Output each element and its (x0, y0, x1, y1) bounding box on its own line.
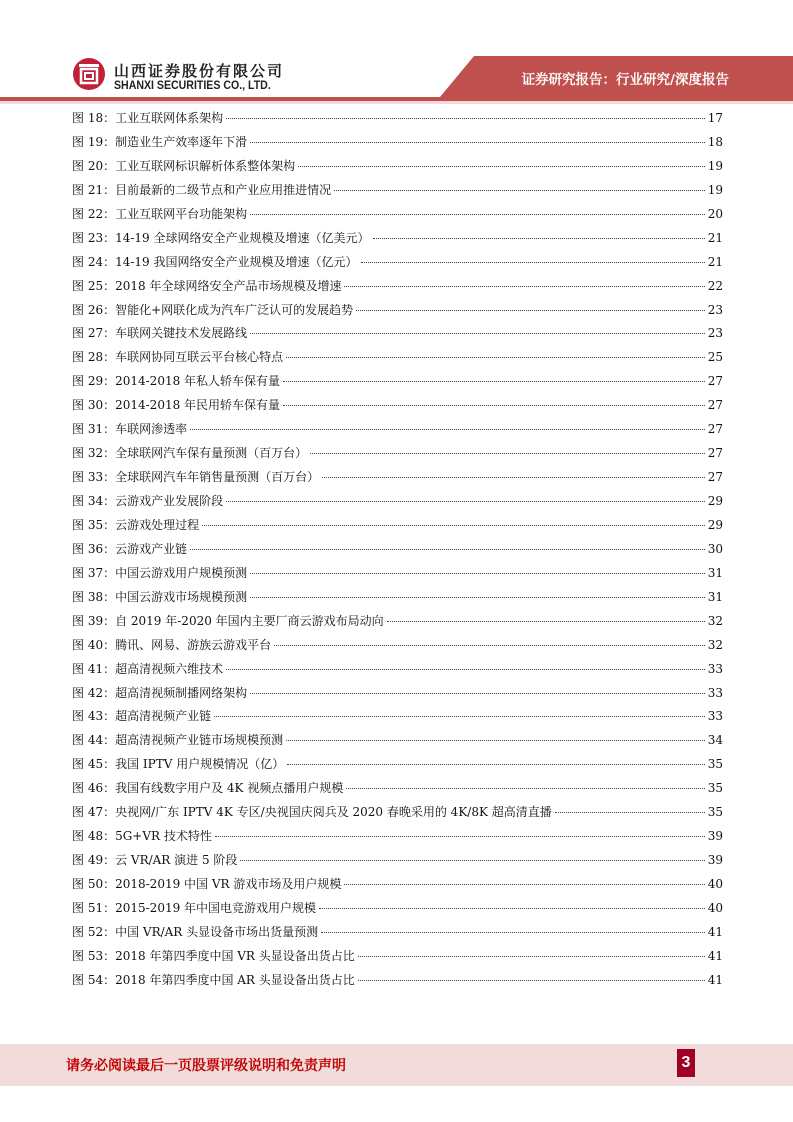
toc-entry-page: 29 (707, 494, 723, 508)
toc-entry[interactable] (72, 492, 723, 516)
toc-entry-page: 19 (707, 182, 723, 197)
toc-entry[interactable] (72, 372, 723, 396)
toc-entry-page: 17 (707, 111, 723, 125)
toc-entry[interactable] (72, 851, 723, 875)
toc-entry-label: 图 39：自 2019 年-2020 年国内主要厂商云游戏布局动向 (72, 613, 384, 628)
toc-entry[interactable] (72, 779, 723, 803)
toc-entry-page: 31 (707, 565, 723, 580)
toc-entry-page: 27 (707, 446, 723, 461)
toc-entry-page: 19 (707, 158, 723, 173)
leader-dots (322, 477, 705, 478)
toc-entry-label: 图 26：智能化+网联化成为汽车广泛认可的发展趋势 (72, 302, 354, 317)
company-name-en: SHANXI SECURITIES CO., LTD. (114, 80, 271, 92)
toc-entry[interactable] (72, 109, 723, 133)
toc-entry-page: 41 (707, 948, 723, 963)
toc-entry-label: 图 19：制造业生产效率逐年下滑 (72, 134, 248, 149)
toc-entry-label: 图 51：2015-2019 年中国电竞游戏用户规模 (72, 900, 317, 915)
toc-entry-page: 23 (707, 302, 723, 317)
toc-entry[interactable] (72, 564, 723, 588)
leader-dots (358, 956, 705, 957)
leader-dots (361, 262, 705, 263)
leader-dots (250, 573, 705, 574)
toc-entry-label: 图 29：2014-2018 年私人轿车保有量 (72, 374, 281, 389)
toc-entry-label: 图 38：中国云游戏市场规模预测 (72, 589, 248, 604)
toc-entry[interactable] (72, 947, 723, 971)
figure-list (72, 109, 723, 995)
toc-entry[interactable] (72, 660, 723, 684)
toc-entry[interactable] (72, 612, 723, 636)
toc-entry-page: 40 (707, 877, 723, 891)
toc-entry-page: 29 (707, 517, 723, 532)
toc-entry-label: 图 54：2018 年第四季度中国 AR 头显设备出货占比 (72, 972, 355, 987)
leader-dots (283, 381, 705, 382)
toc-entry-label: 图 37：中国云游戏用户规模预测 (72, 565, 248, 580)
toc-entry[interactable] (72, 396, 723, 420)
leader-dots (190, 429, 705, 430)
toc-entry-label: 图 41：超高清视频六维技术 (72, 661, 224, 676)
toc-entry-page: 32 (707, 637, 723, 652)
toc-entry-page: 25 (707, 350, 723, 365)
toc-entry-page: 34 (707, 733, 723, 748)
toc-entry-label: 图 50：2018-2019 中国 VR 游戏市场及用户规模 (72, 877, 342, 891)
toc-entry[interactable] (72, 731, 723, 755)
toc-entry-label: 图 49：云 VR/AR 演进 5 阶段 (72, 853, 238, 868)
toc-entry-page: 30 (707, 541, 723, 556)
header-rule-shadow (0, 101, 793, 104)
toc-entry-label: 图 31：车联网渗透率 (72, 422, 188, 437)
toc-entry-page: 35 (707, 757, 723, 772)
toc-entry-label: 图 47：央视网/广东 IPTV 4K 专区/央视国庆阅兵及 2020 春晚采用的 4K/8K 超高清直播 (72, 805, 552, 820)
toc-entry-label: 图 20：工业互联网标识解析体系整体架构 (72, 158, 296, 173)
leader-dots (344, 286, 704, 287)
toc-entry[interactable] (72, 420, 723, 444)
toc-entry-page: 27 (707, 422, 723, 437)
toc-entry[interactable] (72, 875, 723, 899)
leader-dots (286, 740, 705, 741)
toc-entry-page: 21 (707, 230, 723, 245)
toc-entry[interactable] (72, 157, 723, 181)
toc-entry-label: 图 48：5G+VR 技术特性 (72, 829, 212, 844)
toc-entry[interactable] (72, 923, 723, 947)
toc-entry-page: 35 (707, 805, 723, 820)
toc-entry[interactable] (72, 468, 723, 492)
leader-dots (334, 190, 705, 191)
toc-entry-label: 图 22：工业互联网平台功能架构 (72, 206, 248, 221)
toc-entry[interactable] (72, 803, 723, 827)
leader-dots (298, 166, 705, 167)
leader-dots (202, 525, 705, 526)
toc-entry[interactable] (72, 636, 723, 660)
leader-dots (358, 980, 705, 981)
leader-dots (250, 597, 705, 598)
toc-entry-label: 图 28：车联网协同互联云平台核心特点 (72, 350, 284, 365)
toc-entry-page: 21 (707, 254, 723, 269)
toc-entry[interactable] (72, 684, 723, 708)
toc-entry[interactable] (72, 755, 723, 779)
leader-dots (226, 501, 705, 502)
toc-entry[interactable] (72, 229, 723, 253)
toc-entry[interactable] (72, 444, 723, 468)
toc-entry-page: 35 (707, 781, 723, 796)
toc-entry-page: 33 (707, 709, 723, 724)
toc-entry-label: 图 42：超高清视频制播网络架构 (72, 685, 248, 700)
toc-entry-label: 图 53：2018 年第四季度中国 VR 头显设备出货占比 (72, 948, 355, 963)
toc-entry-page: 39 (707, 829, 723, 844)
toc-entry-label: 图 25：2018 年全球网络安全产品市场规模及增速 (72, 278, 342, 293)
toc-entry-page: 33 (707, 661, 723, 676)
leader-dots (319, 908, 705, 909)
toc-entry-page: 27 (707, 374, 723, 389)
leader-dots (214, 716, 705, 717)
toc-entry-page: 41 (707, 972, 723, 987)
leader-dots (286, 357, 705, 358)
toc-entry[interactable] (72, 899, 723, 923)
toc-entry[interactable] (72, 540, 723, 564)
toc-entry-label: 图 46：我国有线数字用户及 4K 视频点播用户规模 (72, 781, 344, 796)
leader-dots (356, 310, 705, 311)
toc-entry-label: 图 24：14-19 我国网络安全产业规模及增速（亿元） (72, 254, 358, 269)
toc-entry-label: 图 36：云游戏产业链 (72, 541, 188, 556)
report-type: 证券研究报告：行业研究/深度报告 (521, 72, 729, 88)
toc-entry-page: 39 (707, 853, 723, 868)
toc-entry-page: 41 (707, 924, 723, 939)
leader-dots (226, 118, 705, 119)
toc-entry-page: 20 (707, 206, 723, 221)
toc-entry[interactable] (72, 588, 723, 612)
toc-entry-label: 图 27：车联网关键技术发展路线 (72, 326, 248, 341)
leader-dots (555, 812, 705, 813)
toc-entry-label: 图 45：我国 IPTV 用户规模情况（亿） (72, 757, 285, 772)
toc-entry-page: 27 (707, 470, 723, 485)
leader-dots (387, 621, 705, 622)
toc-entry-label: 图 44：超高清视频产业链市场规模预测 (72, 733, 284, 748)
toc-entry-page: 32 (707, 613, 723, 628)
toc-entry-label: 图 23：14-19 全球网络安全产业规模及增速（亿美元） (72, 230, 370, 245)
leader-dots (250, 214, 705, 215)
company-name-cn: 山西证券股份有限公司 (114, 62, 285, 80)
toc-entry[interactable] (72, 253, 723, 277)
toc-entry[interactable] (72, 971, 723, 995)
toc-entry-page: 27 (707, 398, 723, 413)
leader-dots (250, 693, 705, 694)
leader-dots (310, 453, 705, 454)
toc-entry-page: 31 (707, 589, 723, 604)
toc-entry-page: 22 (707, 278, 723, 293)
toc-entry[interactable] (72, 827, 723, 851)
leader-dots (283, 405, 705, 406)
toc-entry[interactable] (72, 324, 723, 348)
toc-entry-label: 图 40：腾讯、网易、游族云游戏平台 (72, 637, 272, 652)
leader-dots (226, 669, 705, 670)
toc-entry-page: 23 (707, 326, 723, 341)
toc-entry[interactable] (72, 277, 723, 301)
footer-disclaimer: 请务必阅读最后一页股票评级说明和免责声明 (66, 1058, 346, 1074)
toc-entry-label: 图 34：云游戏产业发展阶段 (72, 494, 224, 508)
leader-dots (321, 932, 705, 933)
page-number: 3 (677, 1049, 695, 1077)
toc-entry[interactable] (72, 301, 723, 325)
toc-entry[interactable] (72, 133, 723, 157)
leader-dots (215, 836, 705, 837)
toc-entry-label: 图 52：中国 VR/AR 头显设备市场出货量预测 (72, 924, 319, 939)
company-logo-icon (72, 57, 106, 91)
toc-entry-label: 图 35：云游戏处理过程 (72, 517, 200, 532)
toc-entry[interactable] (72, 707, 723, 731)
leader-dots (250, 333, 705, 334)
leader-dots (344, 884, 704, 885)
toc-entry[interactable] (72, 181, 723, 205)
toc-entry-label: 图 33：全球联网汽车年销售量预测（百万台） (72, 470, 320, 485)
toc-entry[interactable] (72, 348, 723, 372)
toc-entry-page: 33 (707, 685, 723, 700)
leader-dots (287, 764, 705, 765)
toc-entry-page: 18 (707, 134, 723, 149)
leader-dots (373, 238, 705, 239)
toc-entry[interactable] (72, 205, 723, 229)
toc-entry-label: 图 30：2014-2018 年民用轿车保有量 (72, 398, 281, 413)
leader-dots (190, 549, 705, 550)
leader-dots (250, 142, 705, 143)
toc-entry-page: 40 (707, 900, 723, 915)
toc-entry-label: 图 32：全球联网汽车保有量预测（百万台） (72, 446, 308, 461)
leader-dots (274, 645, 705, 646)
toc-entry-label: 图 18：工业互联网体系架构 (72, 111, 224, 125)
toc-entry[interactable] (72, 516, 723, 540)
toc-entry-label: 图 21：目前最新的二级节点和产业应用推进情况 (72, 182, 332, 197)
toc-entry-label: 图 43：超高清视频产业链 (72, 709, 212, 724)
leader-dots (346, 788, 704, 789)
leader-dots (240, 860, 704, 861)
